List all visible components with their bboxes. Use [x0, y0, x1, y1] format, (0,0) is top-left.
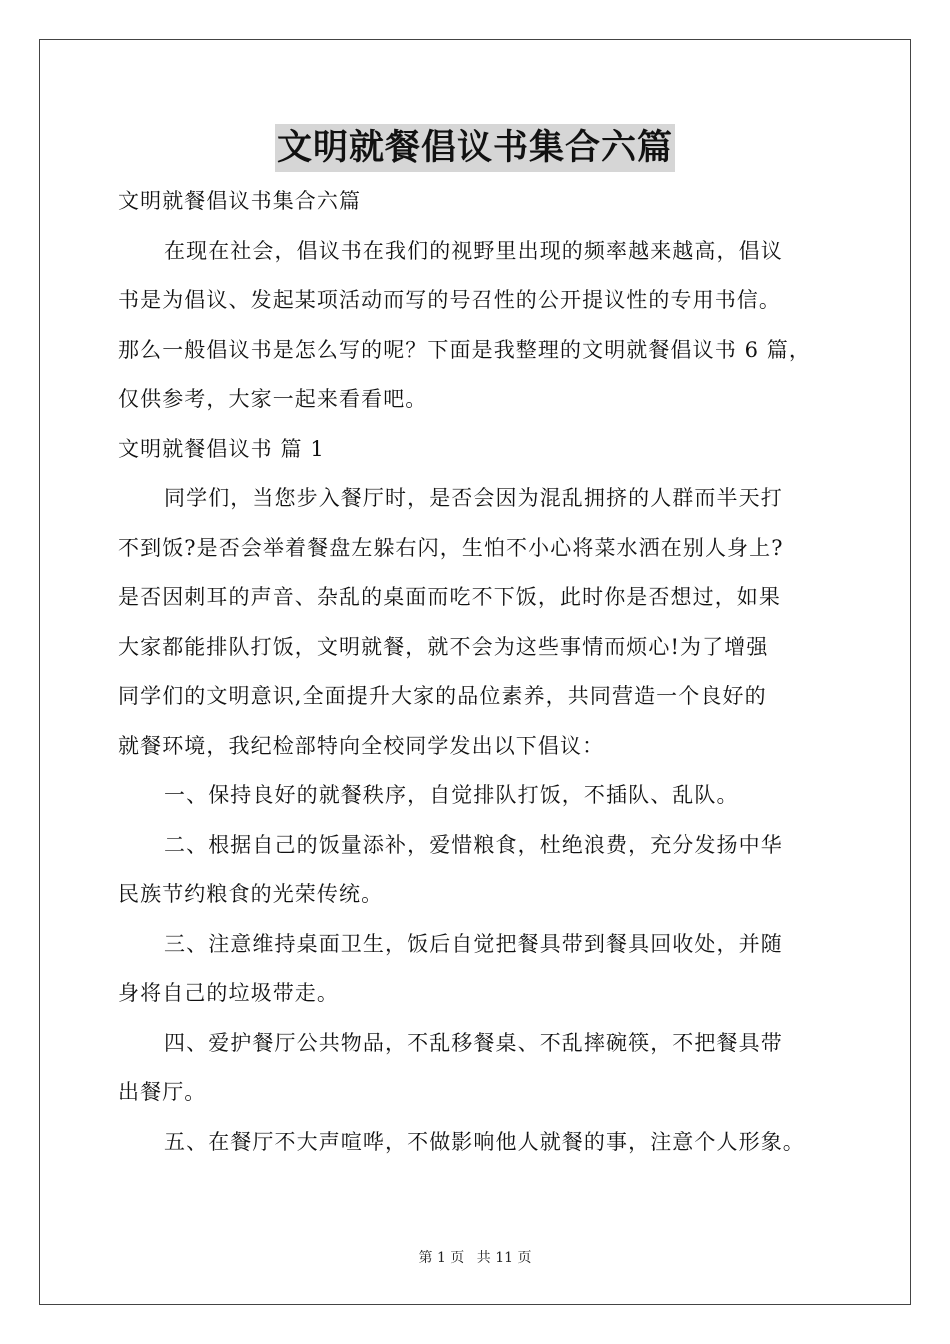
text-line: 文明就餐倡议书集合六篇 [118, 189, 362, 213]
text-line: 在现在社会，倡议书在我们的视野里出现的频率越来越高，倡议 [164, 238, 783, 263]
text-line: 同学们的文明意识,全面提升大家的品位素养，共同营造一个良好的 [118, 684, 767, 708]
text-line: 书是为倡议、发起某项活动而写的号召性的公开提议性的专用书信。 [118, 288, 781, 312]
text-line: 民族节约粮食的光荣传统。 [118, 882, 384, 906]
page-total: 共 11 页 [476, 1250, 532, 1266]
text-line: 出餐厅。 [118, 1080, 207, 1104]
text-line: 是否因刺耳的声音、杂乱的桌面而吃不下饭，此时你是否想过，如果 [118, 585, 781, 609]
text-line: 二、根据自己的饭量添补，爱惜粮食，杜绝浪费，充分发扬中华 [164, 832, 783, 857]
title-wrap [0, 124, 950, 172]
text-line: 那么一般倡议书是怎么写的呢？下面是我整理的文明就餐倡议书 6 篇， [118, 337, 812, 362]
document-title: 文明就餐倡议书集合六篇 [275, 124, 675, 172]
page-number: 第 1 页 [418, 1250, 465, 1266]
text-line: 一、保持良好的就餐秩序，自觉排队打饭，不插队、乱队。 [164, 783, 739, 807]
text-line: 就餐环境，我纪检部特向全校同学发出以下倡议： [118, 733, 605, 758]
text-line: 四、爱护餐厅公共物品，不乱移餐桌、不乱摔碗筷，不把餐具带 [164, 1030, 783, 1055]
document-body [118, 177, 848, 1167]
text-line: 三、注意维持桌面卫生，饭后自觉把餐具带到餐具回收处，并随 [164, 931, 783, 956]
page-footer [0, 1247, 950, 1267]
text-line: 五、在餐厅不大声喧哗，不做影响他人就餐的事，注意个人形象。 [164, 1129, 805, 1154]
text-line: 大家都能排队打饭，文明就餐，就不会为这些事情而烦心!为了增强 [118, 634, 769, 659]
text-line: 身将自己的垃圾带走。 [118, 981, 339, 1005]
text-line: 文明就餐倡议书 篇 1 [118, 436, 325, 461]
text-line: 仅供参考，大家一起来看看吧。 [118, 387, 428, 411]
text-line: 不到饭?是否会举着餐盘左躲右闪，生怕不小心将菜水洒在别人身上? [118, 535, 784, 560]
text-line: 同学们，当您步入餐厅时，是否会因为混乱拥挤的人群而半天打 [164, 486, 783, 510]
